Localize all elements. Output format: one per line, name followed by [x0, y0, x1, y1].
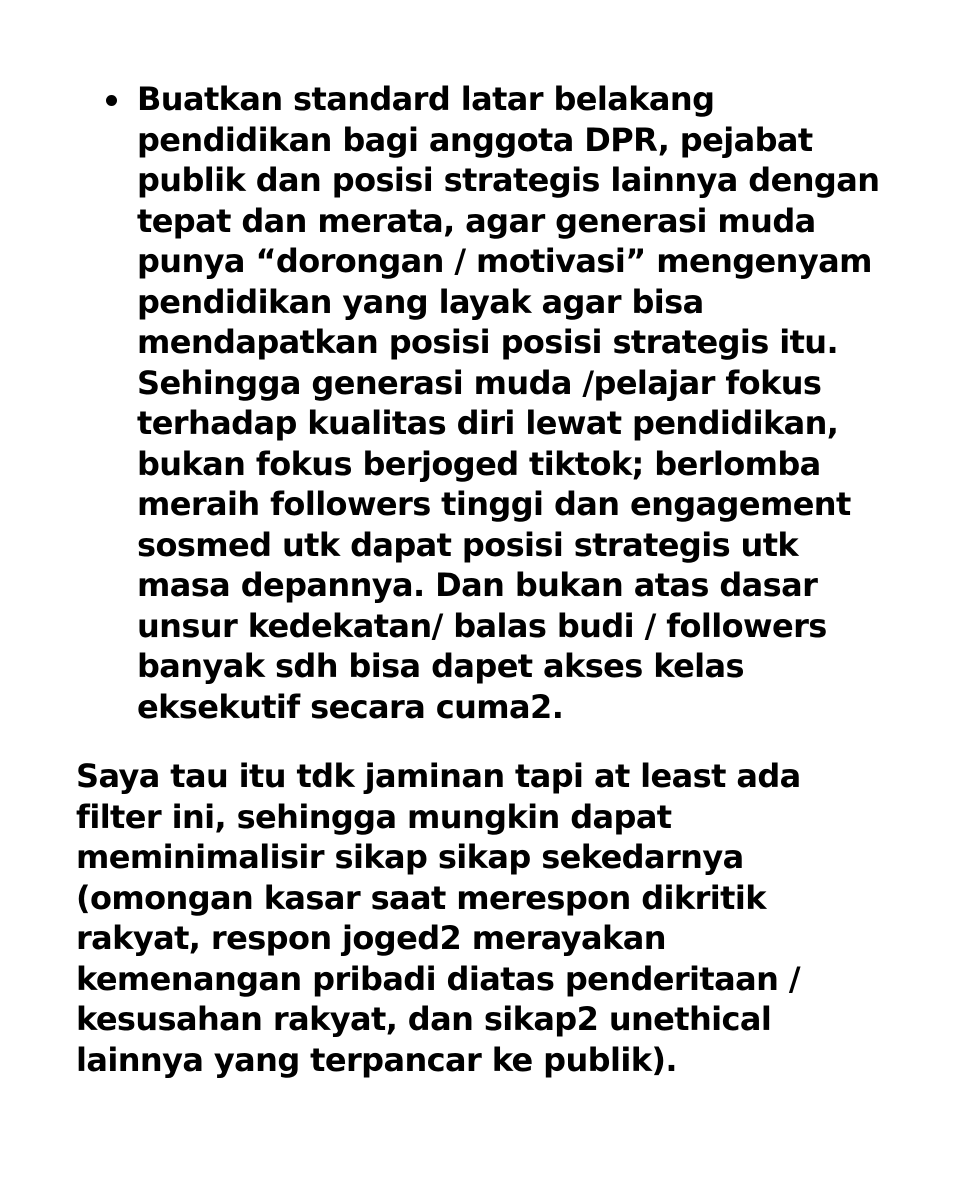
paragraph-line: Saya tau itu tdk jaminan tapi at least ada	[76, 757, 801, 795]
bullet-line: terhadap kualitas diri lewat pendidikan,	[137, 404, 839, 442]
bullet-line: masa depannya. Dan bukan atas dasar	[137, 566, 818, 604]
paragraph-line: rakyat, respon joged2 merayakan	[76, 919, 666, 957]
bullet-line: eksekutif secara cuma2.	[137, 687, 564, 726]
bullet-line: banyak sdh bisa dapet akses kelas	[137, 647, 744, 685]
paragraph-line: filter ini, sehingga mungkin dapat	[76, 797, 672, 836]
bullet-line: Sehingga generasi muda /pelajar fokus	[137, 363, 822, 402]
bullet-line: unsur kedekatan/ balas budi / followers	[137, 606, 827, 645]
bullet-item	[137, 79, 927, 727]
bullet-dot-icon	[106, 95, 117, 106]
bullet-line: pendidikan yang layak agar bisa	[137, 282, 704, 321]
bullet-line: meraih followers tinggi dan engagement	[137, 485, 851, 523]
paragraph-line: meminimalisir sikap sikap sekedarnya	[76, 838, 744, 876]
bullet-line: tepat dan merata, agar generasi muda	[137, 201, 816, 240]
bullet-line: punya “dorongan / motivasi” mengenyam	[137, 242, 872, 280]
bullet-line: Buatkan standard latar belakang	[137, 80, 715, 118]
bullet-line: mendapatkan posisi posisi strategis itu.	[137, 323, 839, 361]
paragraph-line: kemenangan pribadi diatas penderitaan /	[76, 959, 800, 998]
paragraph-line: kesusahan rakyat, dan sikap2 unethical	[76, 1000, 772, 1038]
bullet-line: publik dan posisi strategis lainnya dengan	[137, 161, 880, 199]
closing-paragraph	[76, 756, 936, 1080]
paragraph-line: (omongan kasar saat merespon dikritik	[76, 878, 766, 917]
bullet-line: pendidikan bagi anggota DPR, pejabat	[137, 120, 813, 159]
bullet-line: sosmed utk dapat posisi strategis utk	[137, 525, 799, 564]
bullet-line: bukan fokus berjoged tiktok; berlomba	[137, 444, 821, 483]
paragraph-line: lainnya yang terpancar ke publik).	[76, 1040, 677, 1079]
bullet-list	[137, 79, 927, 727]
